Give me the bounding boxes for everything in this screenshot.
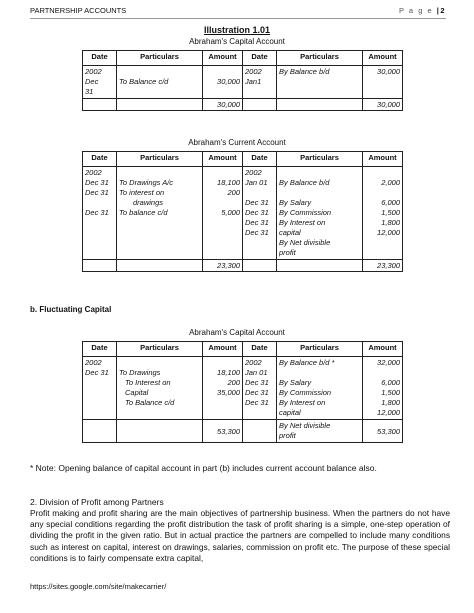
- col-date: Date: [243, 51, 277, 66]
- capital-account-title-2: Abraham's Capital Account: [189, 328, 285, 337]
- illustration-title: Illustration 1.01: [203, 25, 271, 35]
- table-row: 2002 Dec 31 To Drawings To Interest on Capital To Balance c/d 18,100 200 35,000 2002 Jan 01 Dec 31 Dec 31 Dec 31 By Balance b/d * By Salary By Commission By Interest on capital 32,000 6,000 1,500 1,800 12,000: [83, 357, 403, 420]
- col-particulars: Particulars: [117, 51, 203, 66]
- capital-account-title: Abraham's Capital Account: [189, 37, 285, 46]
- header-rule: [30, 18, 446, 19]
- col-particulars: Particulars: [277, 51, 363, 66]
- page-header: [30, 6, 446, 18]
- table-header-row: Date Particulars Amount Date Particulars Amount: [83, 152, 403, 167]
- total-row: 23,300 23,300: [83, 260, 403, 272]
- capital-account-table: [82, 50, 403, 111]
- col-amount: Amount: [363, 51, 403, 66]
- table-row: 2002 Dec 31 Dec 31 Dec 31 To Drawings A/c To interest on drawings To balance c/d 18,100 200 5,000 2002 Jan 01 Dec 31 Dec 31 Dec 31 Dec 31 By Balance b/d By Salary By Commission By Interest on capital By Net divisible profit 2,000 6,000 1,500 1,800 12,000: [83, 167, 403, 260]
- total-row: 30,000 30,000: [83, 99, 403, 111]
- section-heading: 2. Division of Profit among Partners: [30, 497, 164, 507]
- table-row: 2002 Dec 31 To Balance c/d 30,000 2002 Jan1 By Balance b/d 30,000: [83, 66, 403, 99]
- col-date: Date: [83, 51, 117, 66]
- table-header-row: Date Particulars Amount Date Particulars Amount: [83, 342, 403, 357]
- section-paragraph: Profit making and profit sharing are the main objectives of partnership business. When the partners do not have any special conditions regarding the profit distribution the task of profit sharing is a simple, one-step operation of dividing the profit in the given ratio. But in actual practice the partners are compelled to include many conditions such as interest on capital, interest on drawings, salaries, commission on profit etc. The purpose of these special conditions is to fairly compensate extra capital,: [30, 508, 450, 563]
- current-account-table: [82, 151, 403, 272]
- fluctuating-capital-table: [82, 341, 403, 443]
- footer-url[interactable]: https://sites.google.com/site/makecarrier/: [30, 582, 167, 591]
- footnote: * Note: Opening balance of capital account in part (b) includes current account balance also.: [30, 463, 377, 473]
- fluctuating-capital-heading: b. Fluctuating Capital: [30, 305, 112, 314]
- header-title: PARTNERSHIP ACCOUNTS: [30, 6, 127, 15]
- total-row: 53,300 By Net divisible profit 53,300: [83, 420, 403, 443]
- table-header-row: [83, 51, 403, 66]
- page-number: P a g e |2: [398, 6, 446, 15]
- current-account-title: Abraham's Current Account: [188, 138, 286, 147]
- col-amount: Amount: [203, 51, 243, 66]
